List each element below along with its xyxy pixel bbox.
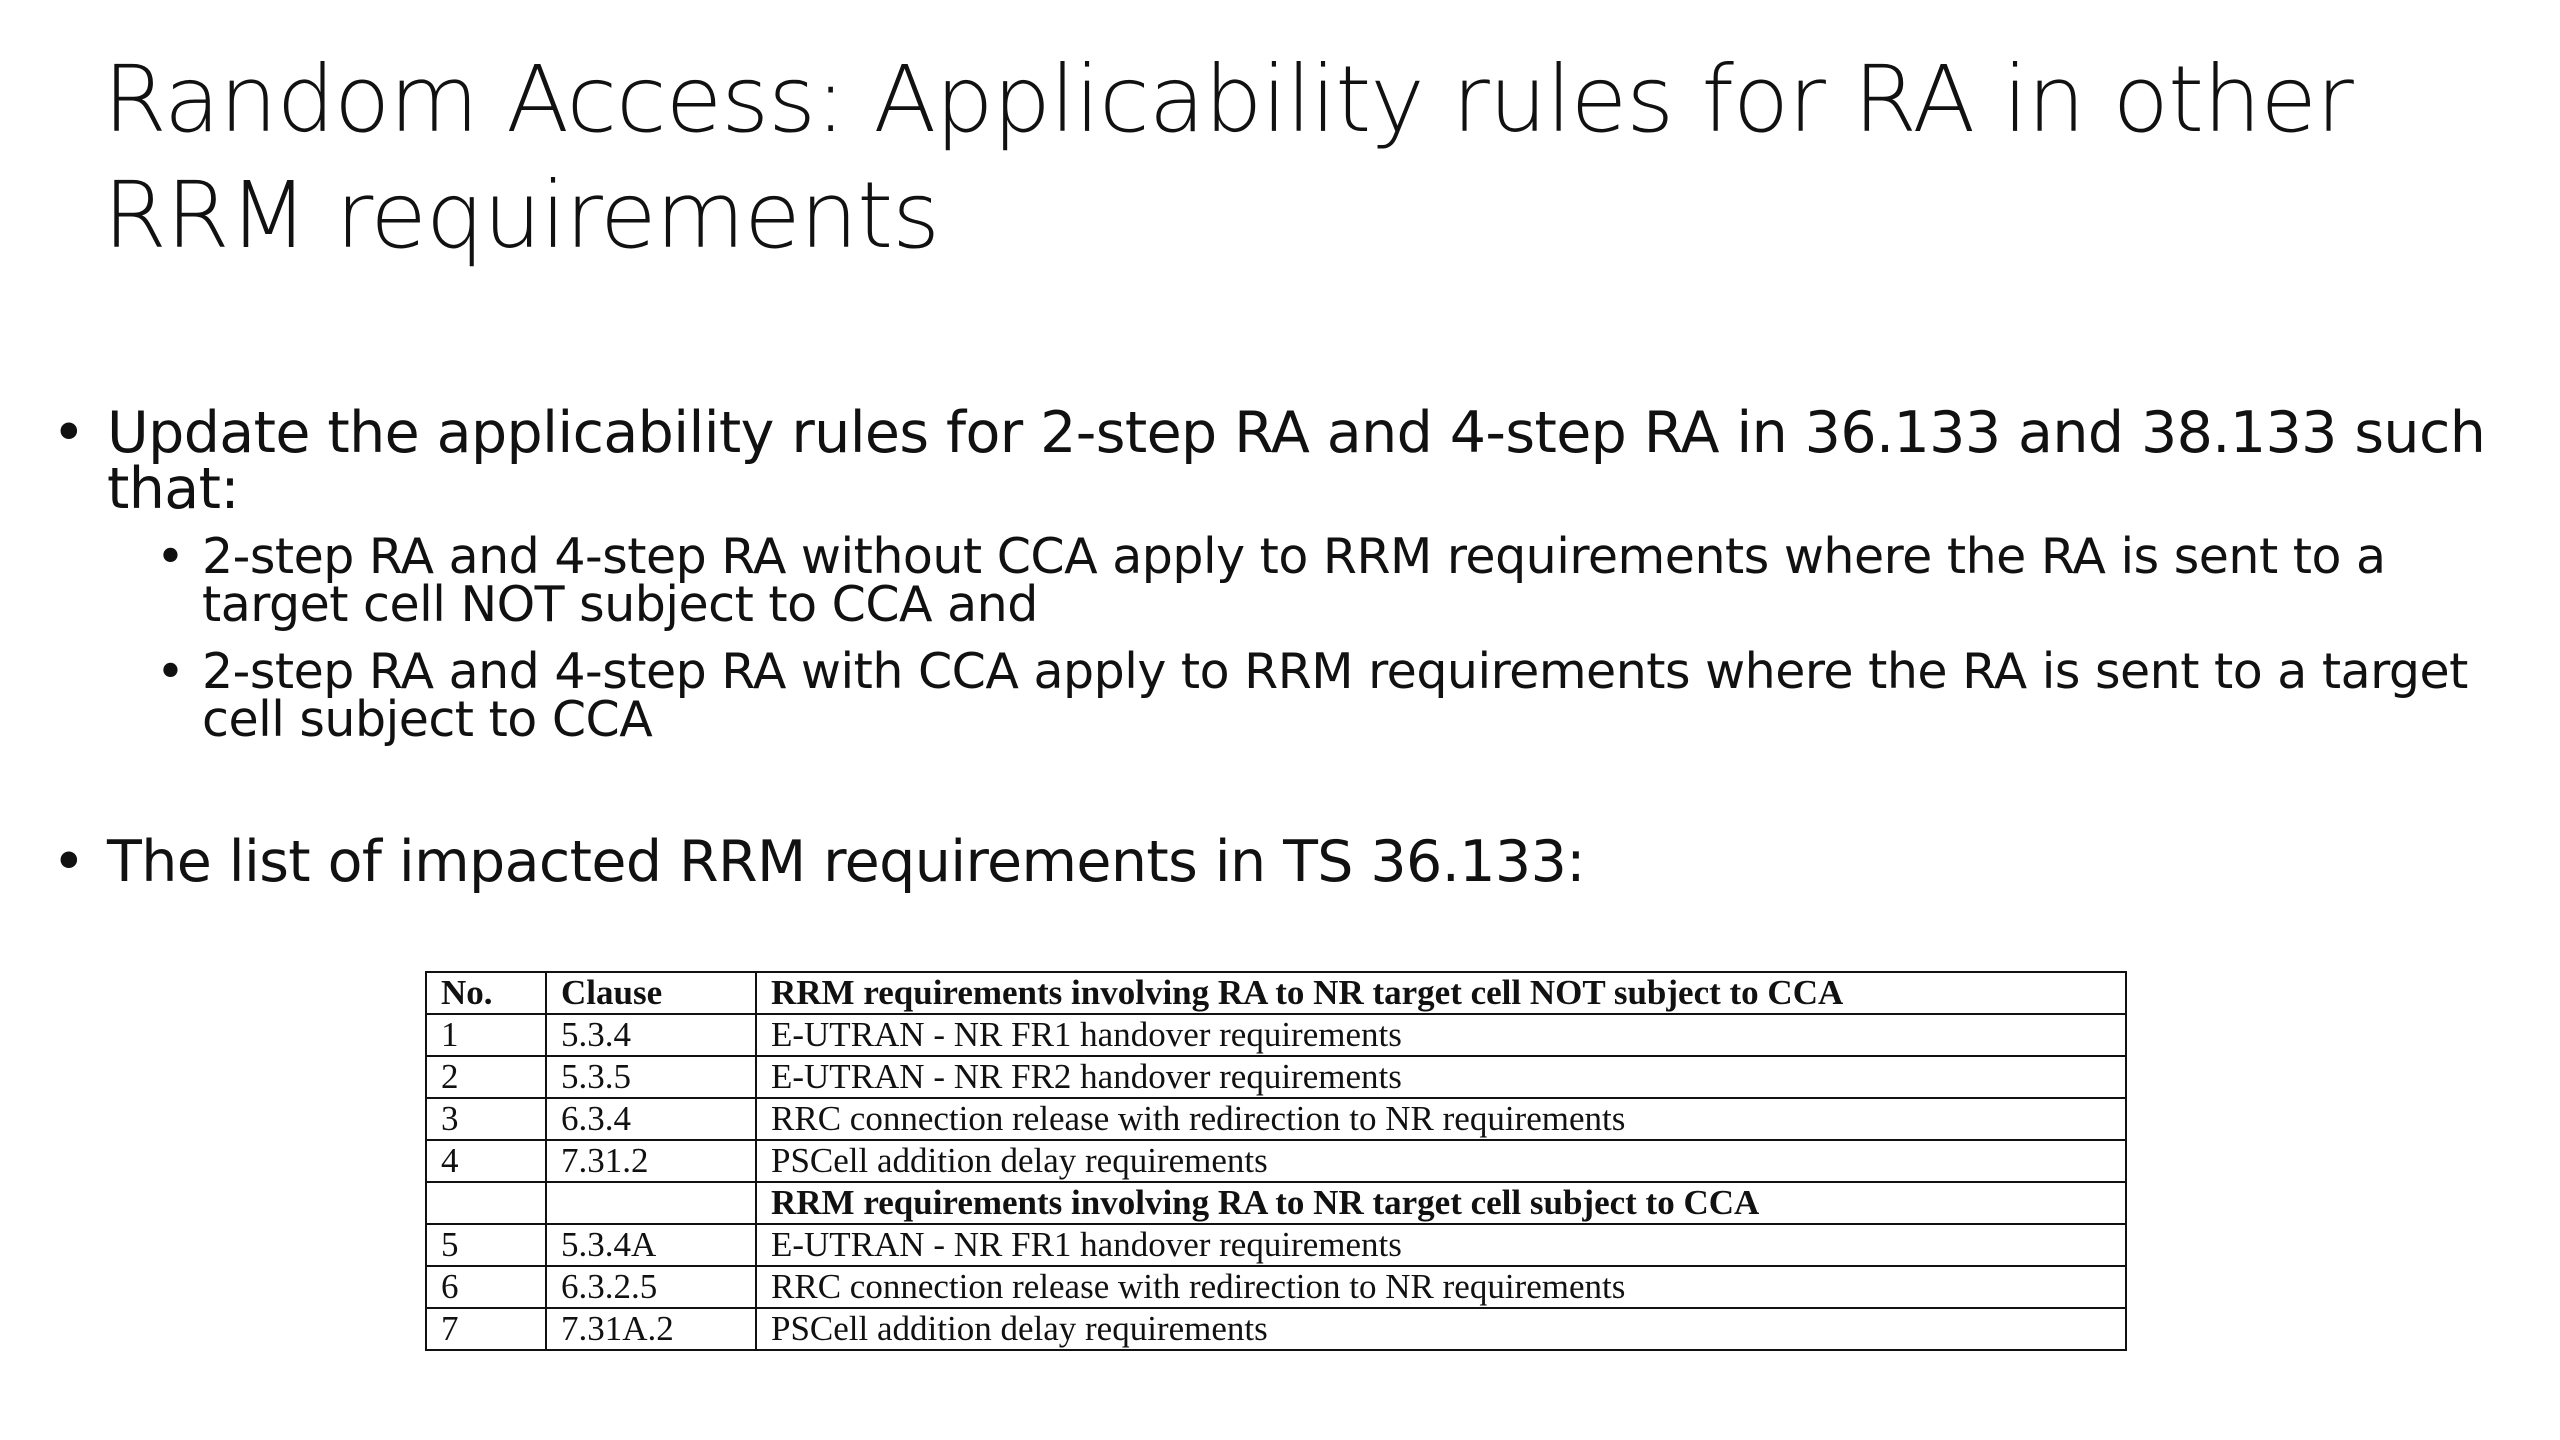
cell-no: 6 (426, 1266, 546, 1308)
sub-bullet-text: 2-step RA and 4-step RA without CCA apply to RRM requirements where the RA is sent to a target cell NOT subject to CCA and (202, 528, 2386, 633)
bullet-text: The list of impacted RRM requirements in TS 36.133: (107, 829, 1585, 895)
cell-requirement: E-UTRAN - NR FR2 handover requirements (756, 1056, 2126, 1098)
cell-clause: 5.3.4A (546, 1224, 756, 1266)
cell-no: 1 (426, 1014, 546, 1056)
table-row (426, 1140, 2126, 1182)
bullet-dot-icon: • (156, 643, 185, 700)
cell-clause: 5.3.4 (546, 1014, 756, 1056)
group-header-requirement: RRM requirements involving RA to NR target cell subject to CCA (756, 1182, 2126, 1224)
header-clause: Clause (546, 972, 756, 1014)
table-group-header-row (426, 1182, 2126, 1224)
sub-bullet-with-cca (52, 643, 2512, 748)
cell-clause: 7.31.2 (546, 1140, 756, 1182)
sub-bullet-without-cca (52, 528, 2512, 633)
cell-no: 2 (426, 1056, 546, 1098)
slide-title: Random Access: Applicability rules for RA in other RRM requirements (103, 46, 2353, 269)
table-row (426, 1224, 2126, 1266)
cell-requirement: E-UTRAN - NR FR1 handover requirements (756, 1014, 2126, 1056)
cell-no: 5 (426, 1224, 546, 1266)
sub-bullet-text: 2-step RA and 4-step RA with CCA apply to RRM requirements where the RA is sent to a target cell subject to CCA (202, 643, 2468, 748)
table-row (426, 1056, 2126, 1098)
header-no: No. (426, 972, 546, 1014)
cell-no: 4 (426, 1140, 546, 1182)
cell-requirement: PSCell addition delay requirements (756, 1140, 2126, 1182)
table-row (426, 1098, 2126, 1140)
header-requirement: RRM requirements involving RA to NR target cell NOT subject to CCA (756, 972, 2126, 1014)
requirements-table-container (425, 971, 2127, 1351)
bullet-dot-icon: • (52, 400, 86, 466)
cell-no: 7 (426, 1308, 546, 1350)
bullet-update-rules (52, 400, 2512, 522)
slide-body (52, 400, 2512, 895)
cell-clause: 6.3.4 (546, 1098, 756, 1140)
cell-no: 3 (426, 1098, 546, 1140)
bullet-dot-icon: • (52, 829, 86, 895)
bullet-dot-icon: • (156, 528, 185, 585)
requirements-table (425, 971, 2127, 1351)
cell-clause: 6.3.2.5 (546, 1266, 756, 1308)
cell-requirement: RRC connection release with redirection to NR requirements (756, 1266, 2126, 1308)
cell-requirement: PSCell addition delay requirements (756, 1308, 2126, 1350)
table-row (426, 1266, 2126, 1308)
cell-clause: 7.31A.2 (546, 1308, 756, 1350)
cell-clause (546, 1182, 756, 1224)
cell-requirement: RRC connection release with redirection to NR requirements (756, 1098, 2126, 1140)
bullet-impacted-list (52, 829, 2512, 895)
cell-clause: 5.3.5 (546, 1056, 756, 1098)
cell-requirement: E-UTRAN - NR FR1 handover requirements (756, 1224, 2126, 1266)
table-row (426, 1308, 2126, 1350)
cell-no (426, 1182, 546, 1224)
bullet-text: Update the applicability rules for 2-step RA and 4-step RA in 36.133 and 38.133 such that: (107, 400, 2486, 522)
table-row (426, 1014, 2126, 1056)
table-header-row (426, 972, 2126, 1014)
